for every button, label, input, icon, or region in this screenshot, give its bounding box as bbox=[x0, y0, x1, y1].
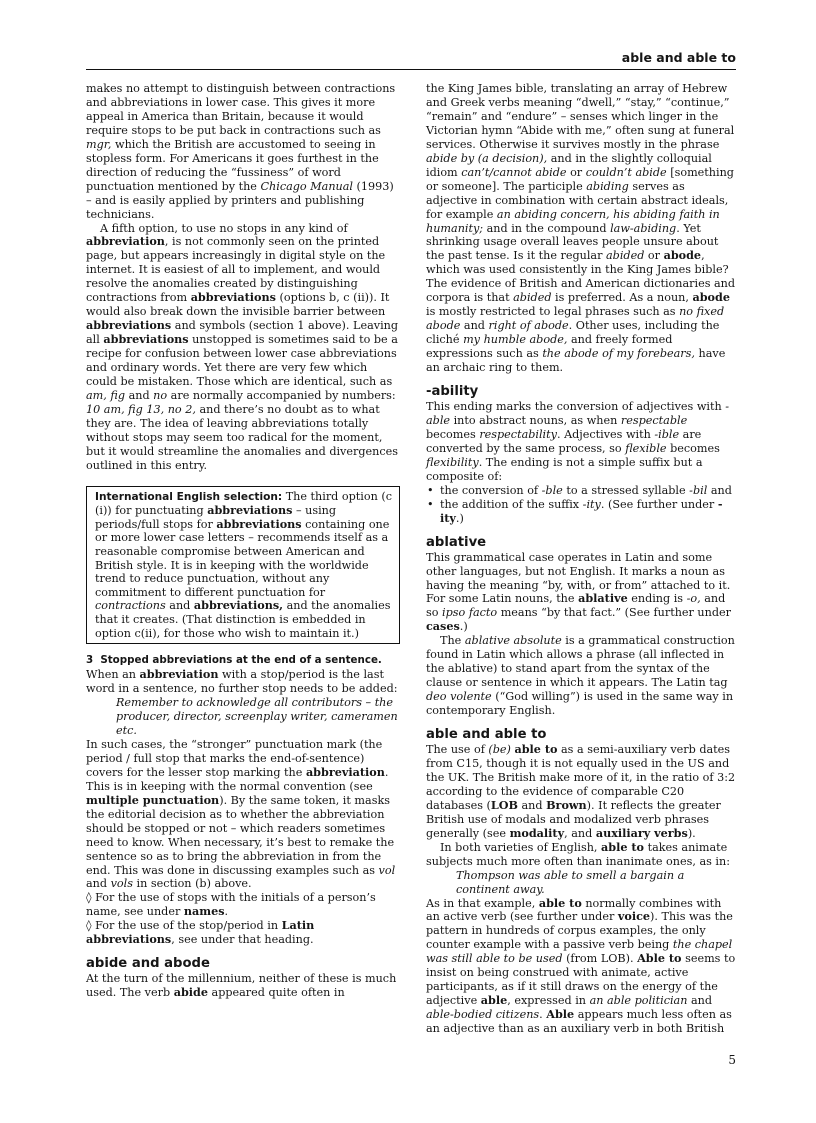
italic-term: flexibility bbox=[426, 455, 479, 469]
text-run: and freely formed expressions such as bbox=[426, 333, 673, 361]
text-run: ◊ For the use of the stop/period in bbox=[86, 919, 282, 933]
italic-term: -ble bbox=[541, 483, 563, 497]
right-column bbox=[426, 82, 738, 1036]
italic-term: no bbox=[153, 388, 168, 402]
italic-term: couldn’t abide bbox=[585, 165, 667, 179]
cross-reference: modality bbox=[509, 825, 565, 840]
paragraph-abide bbox=[86, 972, 400, 1000]
text-run: serves as adjective in combination with certain abstract ideals, for example bbox=[426, 179, 729, 221]
text-run: or bbox=[566, 165, 586, 179]
cross-reference: auxiliary verbs bbox=[595, 825, 688, 840]
text-run: , see under that heading. bbox=[171, 933, 314, 947]
paragraph-abide-cont bbox=[426, 82, 738, 375]
left-column bbox=[86, 82, 400, 1000]
text-run: have an archaic ring to them. bbox=[426, 347, 726, 375]
italic-term: law-abiding bbox=[610, 221, 677, 235]
text-run: is preferred. As a noun, bbox=[551, 291, 693, 305]
text-run: appears much less often as an adjective than as an auxiliary verb in both British bbox=[426, 1008, 732, 1036]
text-run: means “by that fact.” (See further under bbox=[497, 606, 731, 620]
headword: able to bbox=[601, 839, 645, 854]
italic-term: ablative absolute bbox=[464, 634, 562, 648]
text-run: The use of bbox=[426, 743, 489, 757]
header-rule bbox=[86, 69, 736, 70]
text-run: . (See further under bbox=[600, 497, 718, 511]
italic-term: an able politician bbox=[589, 994, 688, 1008]
italic-term: an abiding concern, his abiding faith in humanity; bbox=[426, 207, 720, 235]
text-run: ◊ For the use of stops with the initials of a person’s name, see under bbox=[86, 891, 376, 919]
text-run: and bbox=[165, 599, 194, 613]
text-run: .) bbox=[455, 511, 464, 525]
text-run: At the turn of the millennium, neither of these is much used. The verb bbox=[86, 972, 397, 1000]
italic-term: -able bbox=[426, 400, 730, 427]
text-run: normally combines with an active verb (see further under bbox=[426, 896, 722, 924]
italic-term: -ity bbox=[582, 497, 601, 511]
text-run: .) bbox=[459, 620, 468, 634]
italic-term: abided bbox=[513, 291, 552, 305]
italic-term: am, fig bbox=[86, 388, 126, 402]
italic-term: respectable bbox=[620, 413, 688, 427]
italic-term: ipso facto bbox=[442, 606, 498, 620]
bullet-icon: • bbox=[427, 483, 434, 497]
paragraph-ablative bbox=[426, 551, 738, 635]
text-run: (1993) – and is easily applied by printers and publishing technicians. bbox=[86, 179, 394, 221]
text-run: and symbols (section 1 above). Leaving all bbox=[86, 319, 399, 347]
italic-term: right of abode bbox=[488, 319, 569, 333]
text-run: makes no attempt to distinguish between contractions and abbreviations in lower case. This gives it more appeal in America than Britain, because it would require stops to be put back in contractions such as bbox=[86, 82, 396, 137]
cross-reference: abbreviations, bbox=[193, 598, 284, 613]
text-run: . bbox=[539, 1008, 547, 1022]
text-run: and so bbox=[426, 592, 726, 620]
text-run: In such cases, the “stronger” punctuation mark (the period / full stop that marks the end-of-sentence) covers for the lesser stop marking the bbox=[86, 737, 383, 779]
text-run: which the British are accustomed to seeing in stopless form. For Americans it goes furthest in the direction of reducing the “fussiness” of word punctuation mentioned by the bbox=[86, 137, 379, 193]
text-run: [something or someone]. The participle bbox=[426, 165, 734, 193]
text-run: The bbox=[440, 634, 465, 648]
text-run: as a semi-auxiliary verb dates from C15, though it is not equally used in the US and the UK. The British make more of it, in the ratio of 3:2 according to the evidence of comparable C20 databases ( bbox=[426, 743, 736, 812]
paragraph-able-animate bbox=[426, 841, 738, 869]
paragraph-contractions bbox=[86, 82, 400, 222]
text-run: and bbox=[460, 319, 489, 333]
cross-reference: multiple punctuation bbox=[86, 792, 220, 807]
italic-term: the chapel was still able to be used bbox=[426, 938, 733, 966]
example-text: Thompson was able to smell a bargain a continent away. bbox=[456, 868, 685, 896]
headword: abide bbox=[173, 985, 208, 1000]
text-run: (options b, c (ii)). It would also break down the invisible barrier between bbox=[86, 291, 390, 319]
text-run: is a grammatical construction found in Latin which allows a phrase (all inflected in the ablative) to stand apart from the syntax of the clause or sentence in which it appears. The Latin tag bbox=[426, 634, 735, 690]
italic-term: Chicago Manual bbox=[260, 179, 353, 193]
text-run: (“God willing”) is used in the same way in contemporary English. bbox=[426, 690, 734, 718]
italic-term: contractions bbox=[95, 599, 166, 613]
text-run: are normally accompanied by numbers: bbox=[167, 388, 396, 402]
paragraph-end-of-sentence bbox=[86, 668, 400, 696]
text-run: . Other uses, including the cliché bbox=[426, 319, 720, 347]
italic-term: can’t/cannot abide bbox=[461, 165, 567, 179]
italic-term: 10 am, fig 13, no 2, bbox=[86, 402, 196, 416]
headword: ablative bbox=[578, 591, 628, 606]
example-quote bbox=[86, 696, 400, 738]
text-run: When an bbox=[86, 668, 140, 682]
text-run: unstopped is sometimes said to be a recipe for confusion between lower case abbreviations and ordinary words. Yet there are very few which could be mistaken. Those which are identical, such as bbox=[86, 333, 398, 389]
text-run: ). This was the pattern in hundreds of corpus examples, the only counter example with a passive verb being bbox=[426, 910, 733, 952]
text-run: is mostly restricted to legal phrases such as bbox=[426, 305, 680, 319]
text-run: The third option (c (i)) for punctuating bbox=[95, 489, 392, 518]
text-run: the King James bible, translating an array of Hebrew and Greek verbs meaning “dwell,” “stay,” “continue,” “remain” and “endure” – senses which linger in the Victorian hymn “Abide with me,” often sung at funeral services. Otherwise it survives mostly in the phrase bbox=[426, 82, 735, 151]
cross-reference: abbreviations bbox=[207, 503, 293, 518]
list-item bbox=[426, 498, 738, 526]
text-run: As in that example, bbox=[426, 896, 539, 910]
ability-bullet-list bbox=[426, 484, 738, 526]
cross-reference: names bbox=[183, 904, 225, 919]
text-run: and in the slightly colloquial idiom bbox=[426, 151, 712, 179]
italic-term: abide by (a decision), bbox=[426, 151, 548, 165]
cross-reference: abbreviations bbox=[190, 290, 276, 305]
headword: abode bbox=[663, 248, 702, 263]
italic-term: deo volente bbox=[426, 690, 492, 704]
text-run: ). It reflects the greater British use of modals and modalized verb phrases generally (see bbox=[426, 798, 721, 840]
text-run: into abstract nouns, as when bbox=[450, 413, 621, 427]
text-run: appeared quite often in bbox=[207, 986, 345, 1000]
italic-term: -ible bbox=[654, 427, 680, 441]
text-run: , expressed in bbox=[507, 994, 590, 1008]
text-run: and in the compound bbox=[483, 221, 611, 235]
italic-term: abided bbox=[606, 249, 645, 263]
note-names bbox=[86, 891, 400, 919]
section-title: Stopped abbreviations at the end of a sentence. bbox=[100, 654, 382, 667]
list-item bbox=[426, 484, 738, 498]
text-run: . Yet shrinking usage overall leaves people unsure about the past tense. Is it the regular bbox=[426, 221, 719, 263]
cross-reference: -ity bbox=[440, 496, 723, 525]
cross-reference: cases bbox=[426, 619, 460, 634]
text-run: . This is in keeping with the normal convention (see bbox=[86, 765, 389, 793]
headword: abode bbox=[692, 290, 730, 305]
entry-heading-abide: abide and abode bbox=[86, 956, 210, 972]
bullet-icon: • bbox=[427, 497, 434, 511]
headword: Able bbox=[546, 1007, 575, 1022]
italic-term: mgr, bbox=[86, 137, 112, 151]
paragraph-fifth-option bbox=[86, 222, 400, 473]
text-run: containing one or more lower case letters – recommends itself as a reasonable compromise between American and British style. It is in keeping with the worldwide trend to reduce punctuation, without any commitment to different punctuation for bbox=[95, 517, 390, 599]
text-run: becomes bbox=[666, 441, 720, 455]
paragraph-ability bbox=[426, 400, 738, 484]
cross-reference: abbreviation bbox=[305, 764, 385, 779]
text-run: ending is bbox=[627, 592, 687, 606]
section-number: 3 bbox=[86, 654, 94, 667]
italic-term: -bil bbox=[689, 483, 708, 497]
text-run: , which was used consistently in the King James bible? The evidence of British and American dictionaries and corpora is that bbox=[426, 249, 736, 305]
text-run: and bbox=[687, 994, 713, 1008]
text-run: to a stressed syllable bbox=[562, 483, 690, 497]
headword: Able to bbox=[637, 951, 682, 966]
text-run: A fifth option, to use no stops in any kind of bbox=[100, 221, 348, 235]
italic-term: vols bbox=[110, 877, 133, 891]
cross-reference: Latin abbreviations bbox=[86, 918, 315, 947]
italic-term: -o, bbox=[686, 592, 701, 606]
section-3-heading bbox=[86, 654, 400, 668]
paragraph-ablative-absolute bbox=[426, 634, 738, 718]
text-run: the addition of the suffix bbox=[440, 497, 583, 511]
italic-term: flexible bbox=[625, 441, 667, 455]
text-run: in section (b) above. bbox=[132, 877, 252, 891]
cross-reference: LOB bbox=[490, 797, 518, 812]
entry-heading-ability: -ability bbox=[426, 384, 479, 400]
example-quote bbox=[426, 869, 738, 897]
text-run: or bbox=[644, 249, 664, 263]
text-run: , is not commonly seen on the printed page, but appears increasingly in digital style on the internet. It is easiest of all to implement, and would resolve the anomalies created by distinguishing contractions from bbox=[86, 235, 386, 305]
cross-reference: abbreviation bbox=[139, 667, 219, 682]
italic-term: respectability bbox=[479, 427, 557, 441]
italic-term: (be) bbox=[488, 743, 511, 757]
text-run: (from LOB). bbox=[562, 952, 638, 966]
text-run: seems to insist on being construed with animate, active participants, as if it still draws on the energy of the adjective bbox=[426, 952, 736, 1008]
headword: able to bbox=[538, 895, 582, 910]
cross-reference: voice bbox=[617, 909, 651, 924]
note-latin bbox=[86, 919, 400, 947]
entry-heading-ablative: ablative bbox=[426, 534, 487, 550]
paragraph-able-active bbox=[426, 897, 738, 1037]
cross-reference: abbreviation bbox=[86, 234, 165, 249]
italic-term: no fixed abode bbox=[426, 305, 725, 333]
text-run: and the anomalies that it creates. (That distinction is embedded in option c(ii), for those who wish to maintain it.) bbox=[95, 599, 391, 640]
cross-reference: abbreviations bbox=[216, 516, 302, 531]
text-run: . bbox=[224, 905, 229, 919]
italic-term: vol bbox=[378, 863, 396, 877]
text-run: and there’s no doubt as to what they are. The idea of leaving abbreviations totally without stops may seem too radical for the moment, but it would streamline the anomalies and divergences outlined in this entry. bbox=[86, 402, 398, 472]
running-head: able and able to bbox=[621, 50, 736, 65]
text-run: and bbox=[125, 388, 154, 402]
international-english-box bbox=[86, 486, 400, 645]
italic-term: abiding bbox=[586, 179, 629, 193]
entry-heading-able: able and able to bbox=[426, 727, 547, 743]
italic-term: the abode of my forebears, bbox=[542, 347, 695, 361]
page-number: 5 bbox=[728, 1053, 736, 1067]
text-run: ). bbox=[687, 826, 696, 840]
cross-reference: Brown bbox=[546, 797, 587, 812]
italic-term: able-bodied citizens bbox=[426, 1008, 540, 1022]
text-run: This ending marks the conversion of adjectives with bbox=[426, 400, 726, 414]
paragraph-able-usage bbox=[426, 743, 738, 841]
text-run: , and bbox=[564, 826, 596, 840]
headword: able bbox=[480, 993, 508, 1008]
text-run: with a stop/period is the last word in a sentence, no further stop needs to be added: bbox=[86, 668, 398, 696]
text-run: ). By the same token, it masks the editorial decision as to whether the abbreviation should be stopped or not – which readers sometimes need to know. When necessary, it’s best to remake the sentence so as to bring the abbreviation in from the end. This was done in discussing examples such as bbox=[86, 793, 395, 877]
paragraph-stronger-punctuation bbox=[86, 738, 400, 891]
text-run: the conversion of bbox=[440, 483, 542, 497]
text-run: – using periods/full stops for bbox=[95, 504, 337, 531]
text-run: becomes bbox=[426, 427, 480, 441]
italic-term: my humble abode, bbox=[463, 333, 568, 347]
text-run: This grammatical case operates in Latin and some other languages, but not English. It marks a noun as having the meaning “by, with, or from” attached to it. For some Latin nouns, the bbox=[426, 550, 731, 606]
box-title: International English selection: bbox=[95, 490, 283, 503]
cross-reference: abbreviations bbox=[103, 332, 189, 347]
text-run: takes animate subjects much more often than inanimate ones, as in: bbox=[426, 840, 730, 868]
headword: able to bbox=[514, 742, 558, 757]
text-run: . Adjectives with bbox=[556, 427, 655, 441]
text-run: In both varieties of English, bbox=[440, 840, 602, 854]
example-text: Remember to acknowledge all contributors – the producer, director, screenplay writer, cameramen etc. bbox=[116, 696, 398, 737]
text-run: are converted by the same process, so bbox=[426, 427, 702, 455]
cross-reference: abbreviations bbox=[86, 318, 172, 333]
text-run: . The ending is not a simple suffix but a composite of: bbox=[426, 455, 703, 483]
text-run: and bbox=[86, 877, 111, 891]
text-run: and bbox=[707, 483, 732, 497]
text-run: and bbox=[517, 798, 547, 812]
